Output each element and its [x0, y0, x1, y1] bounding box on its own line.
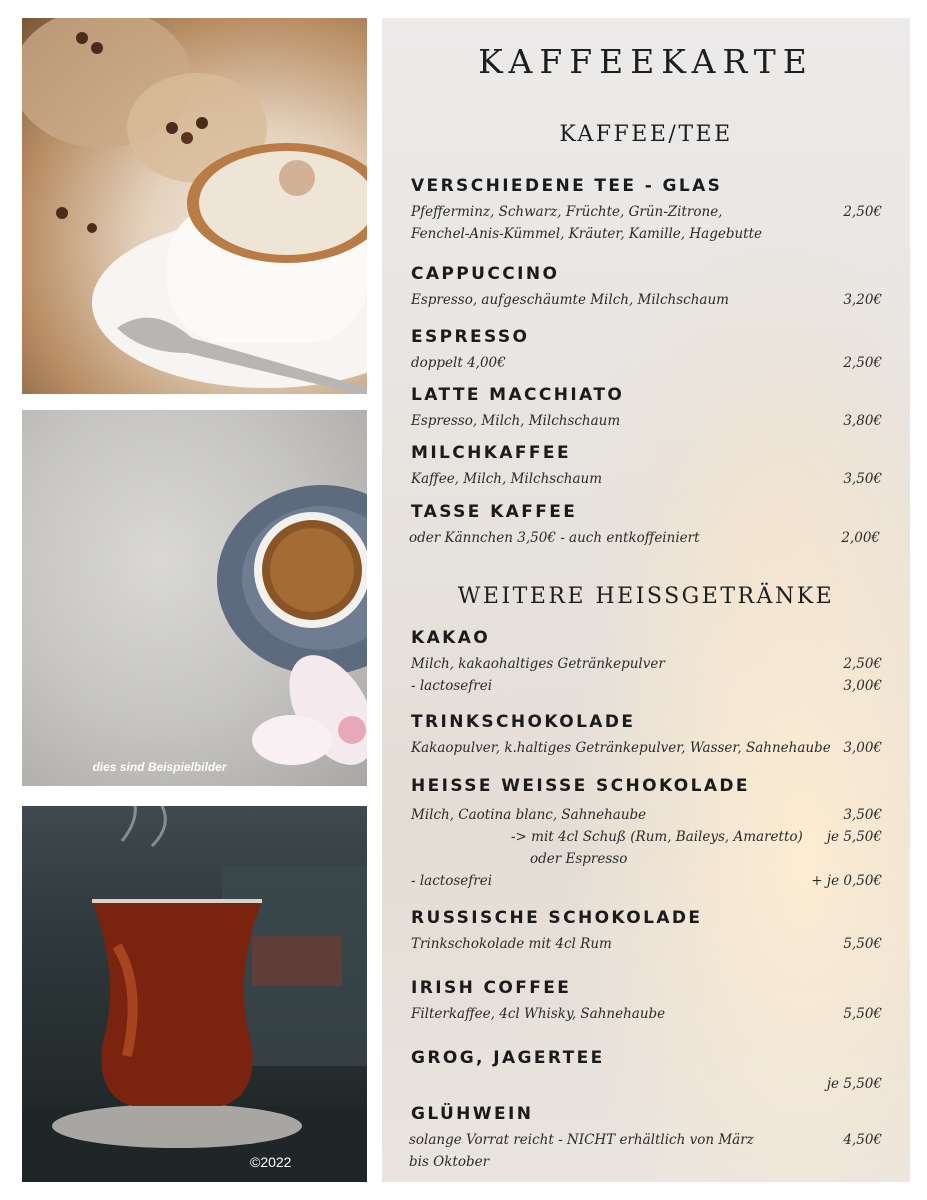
item-price-milchkaffee: 3,50€ — [843, 471, 882, 487]
item-desc-tee-1: Pfefferminz, Schwarz, Früchte, Grün-Zitrone, — [411, 204, 723, 220]
tea-glass-illustration — [22, 806, 367, 1182]
item-price-cappuccino: 3,20€ — [843, 292, 882, 308]
copyright-text: ©2022 — [250, 1154, 292, 1170]
item-name-latte-macchiato: LATTE MACCHIATO — [411, 385, 625, 405]
item-desc-milchkaffee: Kaffee, Milch, Milchschaum — [411, 471, 602, 487]
item-desc-weisse-schokolade-1: Milch, Caotina blanc, Sahnehaube — [411, 807, 647, 823]
item-desc-gluehwein-2: bis Oktober — [409, 1154, 490, 1170]
item-price-tasse-kaffee: 2,00€ — [841, 530, 880, 546]
menu-panel — [382, 18, 910, 1182]
item-desc-espresso: doppelt 4,00€ — [411, 355, 506, 371]
item-name-kakao: KAKAO — [411, 628, 491, 648]
item-price-kakao-2: 3,00€ — [843, 678, 882, 694]
item-price-russische-schokolade: 5,50€ — [843, 936, 882, 952]
item-desc-weisse-schokolade-3: oder Espresso — [530, 851, 628, 867]
item-name-milchkaffee: MILCHKAFFEE — [411, 443, 571, 463]
item-price-espresso: 2,50€ — [843, 355, 882, 371]
item-price-grog-jagertee: je 5,50€ — [826, 1076, 882, 1092]
item-desc-weisse-schokolade-2: -> mit 4cl Schuß (Rum, Baileys, Amaretto) — [511, 829, 803, 845]
sample-images-caption: dies sind Beispielbilder — [92, 760, 227, 774]
item-desc-irish-coffee: Filterkaffee, 4cl Whisky, Sahnehaube — [411, 1006, 666, 1022]
section-title-kaffee-tee: KAFFEE/TEE — [559, 122, 733, 147]
item-desc-tee-2: Fenchel-Anis-Kümmel, Kräuter, Kamille, Hagebutte — [411, 226, 762, 242]
cappuccino-illustration — [22, 18, 367, 394]
espresso-photo — [22, 410, 367, 786]
item-desc-russische-schokolade: Trinkschokolade mit 4cl Rum — [411, 936, 612, 952]
tea-glass-photo — [22, 806, 367, 1182]
item-price-gluehwein: 4,50€ — [843, 1132, 882, 1148]
item-name-tasse-kaffee: TASSE KAFFEE — [411, 502, 578, 522]
item-name-cappuccino: CAPPUCCINO — [411, 264, 560, 284]
item-desc-kakao-1: Milch, kakaohaltiges Getränkepulver — [411, 656, 665, 672]
menu-title: KAFFEEKARTE — [478, 42, 814, 81]
item-desc-tasse-kaffee: oder Kännchen 3,50€ - auch entkoffeiniert — [409, 530, 700, 546]
item-name-gluehwein: GLÜHWEIN — [411, 1104, 534, 1124]
item-name-espresso: ESPRESSO — [411, 327, 530, 347]
item-name-heisse-weisse-schokolade: HEISSE WEISSE SCHOKOLADE — [411, 776, 750, 796]
item-name-tee: VERSCHIEDENE TEE - GLAS — [411, 176, 723, 196]
section-title-weitere-heissgetraenke: WEITERE HEISSGETRÄNKE — [457, 584, 835, 609]
item-desc-gluehwein-1: solange Vorrat reicht - NICHT erhältlich von März — [409, 1132, 754, 1148]
item-price-weisse-schokolade-1: 3,50€ — [843, 807, 882, 823]
espresso-illustration — [22, 410, 367, 786]
item-name-grog-jagertee: GROG, JAGERTEE — [411, 1048, 605, 1068]
cappuccino-photo — [22, 18, 367, 394]
item-price-kakao-1: 2,50€ — [843, 656, 882, 672]
item-desc-trinkschokolade: Kakaopulver, k.haltiges Getränkepulver, Wasser, Sahnehaube — [411, 740, 831, 756]
item-desc-cappuccino: Espresso, aufgeschäumte Milch, Milchschaum — [411, 292, 729, 308]
item-name-trinkschokolade: TRINKSCHOKOLADE — [411, 712, 636, 732]
item-price-latte-macchiato: 3,80€ — [843, 413, 882, 429]
item-desc-weisse-schokolade-4: - lactosefrei — [411, 873, 493, 889]
item-price-tee: 2,50€ — [843, 204, 882, 220]
item-price-weisse-schokolade-3: + je 0,50€ — [811, 873, 882, 889]
item-desc-kakao-2: - lactosefrei — [411, 678, 493, 694]
item-price-trinkschokolade: 3,00€ — [843, 740, 882, 756]
item-name-irish-coffee: IRISH COFFEE — [411, 978, 572, 998]
item-name-russische-schokolade: RUSSISCHE SCHOKOLADE — [411, 908, 703, 928]
item-price-weisse-schokolade-2: je 5,50€ — [826, 829, 882, 845]
item-desc-latte-macchiato: Espresso, Milch, Milchschaum — [411, 413, 621, 429]
item-price-irish-coffee: 5,50€ — [843, 1006, 882, 1022]
